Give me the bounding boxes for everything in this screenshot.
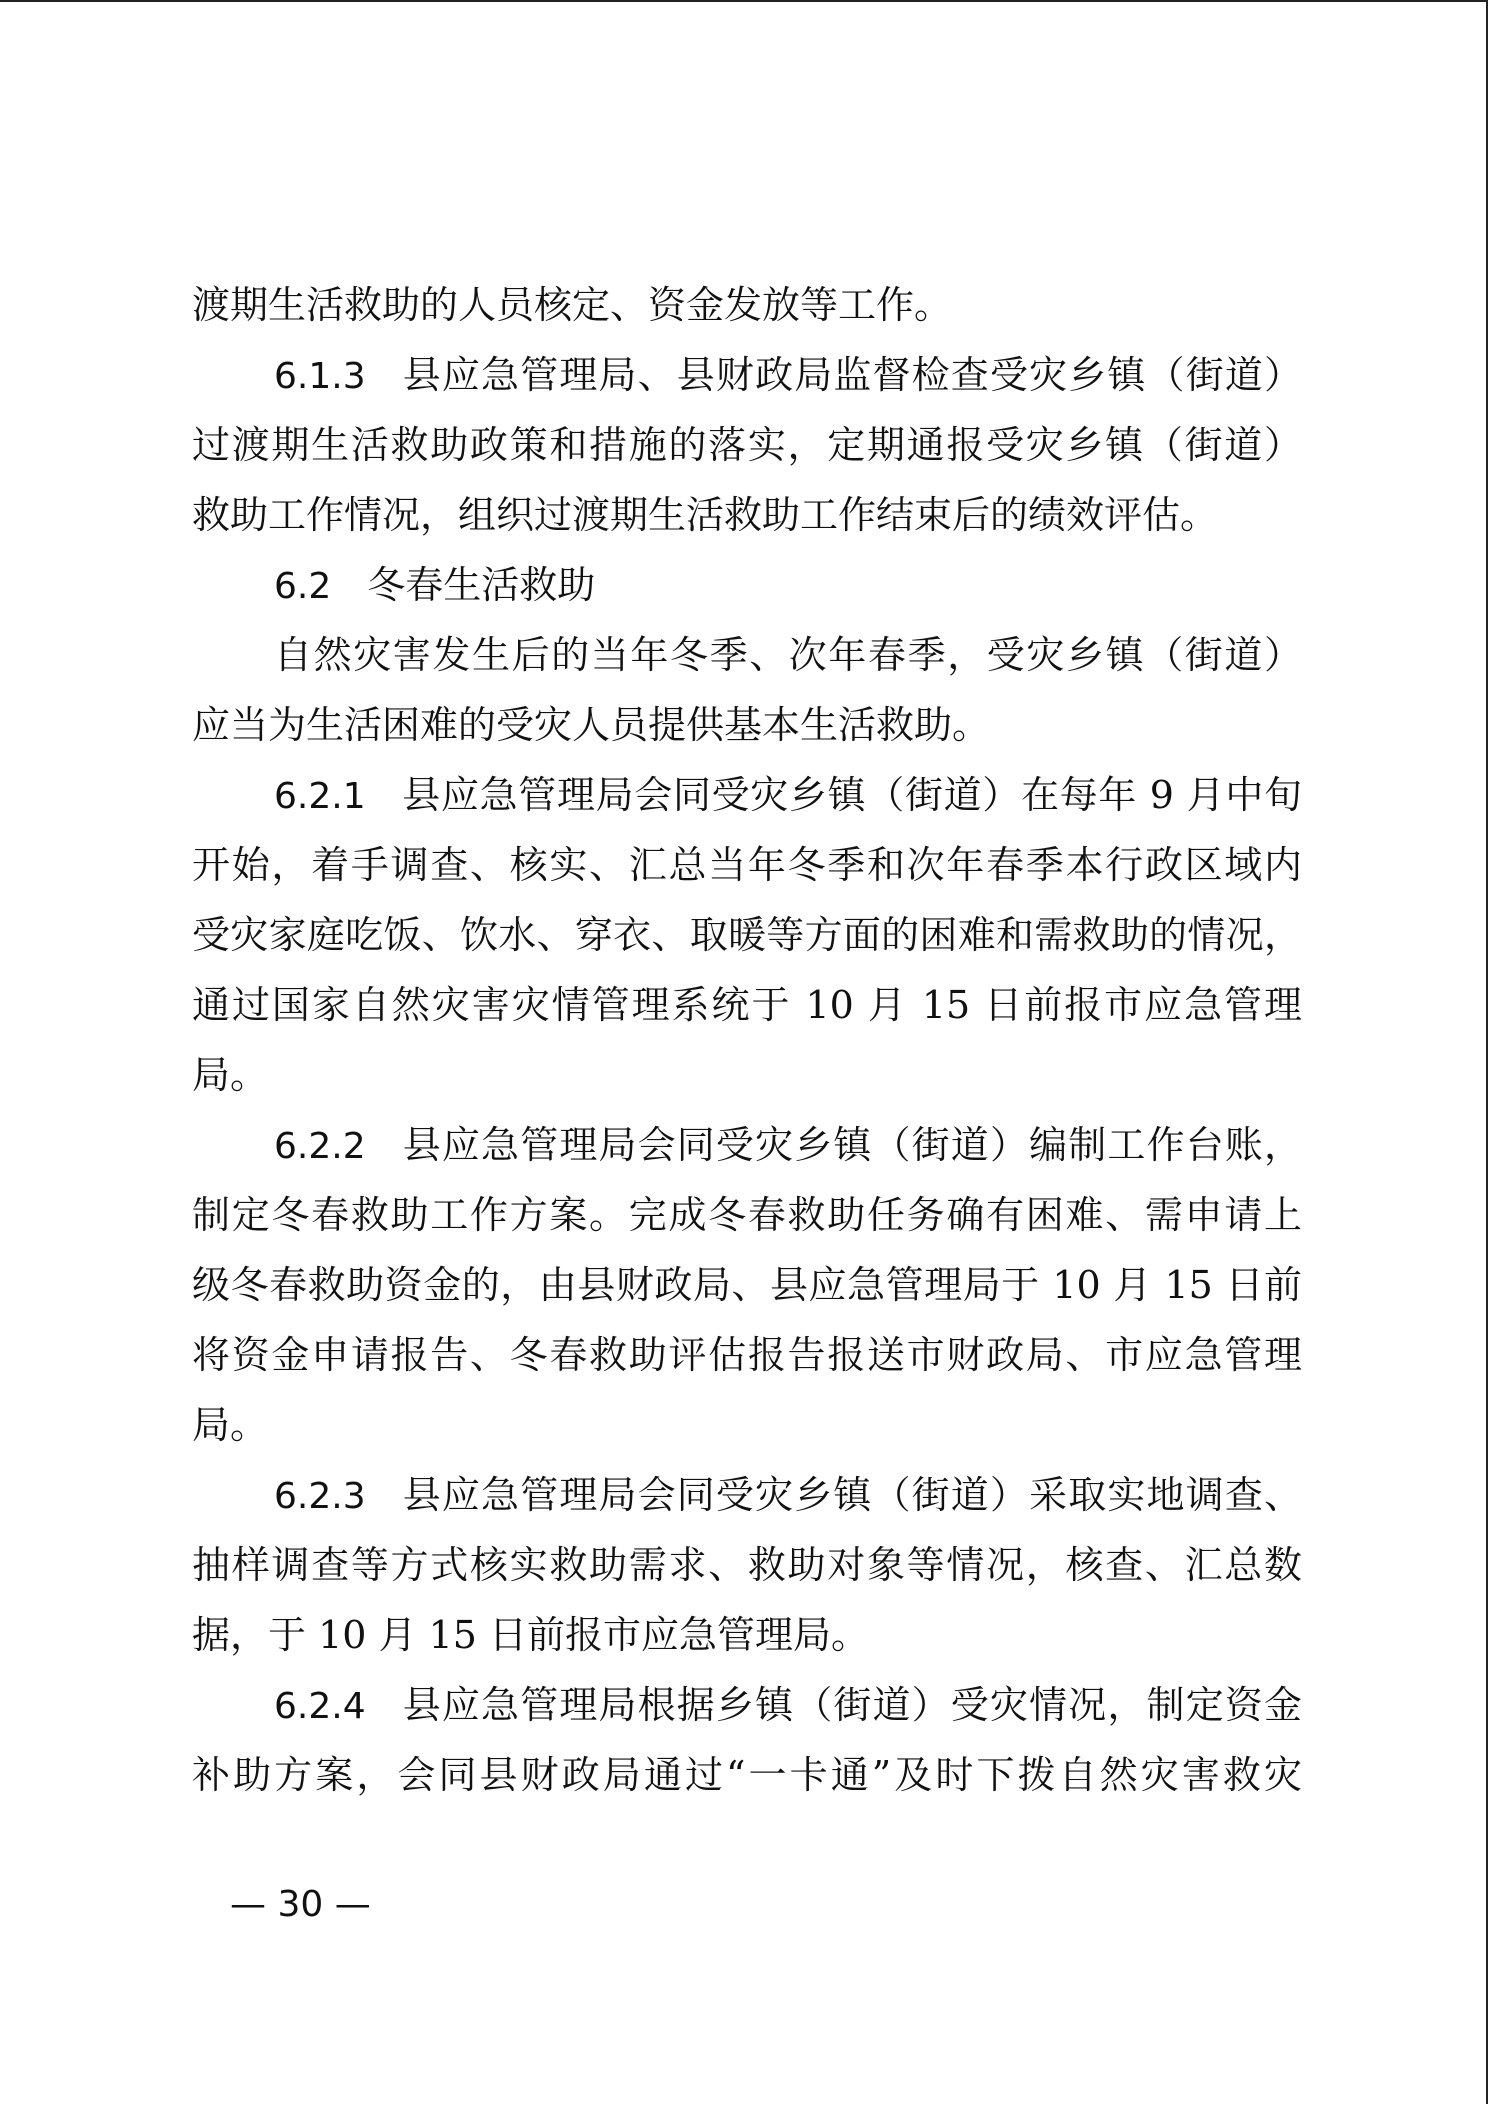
section-heading-6-2 <box>274 550 1302 620</box>
text-line <box>192 1390 1302 1460</box>
text-line <box>192 480 1302 550</box>
page-number: — 30 — <box>230 1884 371 1925</box>
line-text: 局。 <box>192 1403 269 1447</box>
line-text: 抽样调查等方式核实救助需求、救助对象等情况，核查、汇总数 <box>192 1543 1302 1587</box>
section-number: 6.2.1 <box>274 776 366 817</box>
line-text: 救助工作情况，组织过渡期生活救助工作结束后的绩效评估。 <box>192 493 1219 537</box>
section-heading-6-2-4 <box>274 1670 1302 1740</box>
section-heading-6-2-2 <box>274 1110 1302 1180</box>
section-number: 6.2.4 <box>274 1686 366 1727</box>
line-text: 据，于 10 月 15 日前报市应急管理局。 <box>192 1613 870 1657</box>
section-heading-6-2-3 <box>274 1460 1302 1530</box>
section-number: 6.1.3 <box>274 356 366 397</box>
line-text: 将资金申请报告、冬春救助评估报告报送市财政局、市应急管理 <box>192 1333 1302 1377</box>
line-text: 制定冬春救助工作方案。完成冬春救助任务确有困难、需申请上 <box>192 1193 1302 1237</box>
section-title: 冬春生活救助 <box>367 563 596 607</box>
section-heading-6-1-3 <box>274 340 1302 410</box>
text-line <box>192 1040 1302 1110</box>
line-text: 县应急管理局会同受灾乡镇（街道）在每年 9 月中旬 <box>401 773 1302 817</box>
text-line <box>274 620 1302 690</box>
text-line <box>192 270 1302 340</box>
section-heading-6-2-1 <box>274 760 1302 830</box>
text-line <box>192 1600 1302 1670</box>
line-text: 补助方案，会同县财政局通过“一卡通”及时下拨自然灾害救灾 <box>192 1753 1302 1797</box>
line-text: 局。 <box>192 1053 269 1097</box>
line-text: 过渡期生活救助政策和措施的落实，定期通报受灾乡镇（街道） <box>192 423 1302 467</box>
line-text: 渡期生活救助的人员核定、资金发放等工作。 <box>192 283 953 327</box>
section-number: 6.2.2 <box>274 1126 366 1167</box>
text-line <box>192 410 1302 480</box>
line-text: 受灾家庭吃饭、饮水、穿衣、取暖等方面的困难和需救助的情况， <box>192 913 1302 957</box>
text-line <box>192 830 1302 900</box>
line-text: 级冬春救助资金的，由县财政局、县应急管理局于 10 月 15 日前 <box>192 1263 1302 1307</box>
text-line <box>192 1320 1302 1390</box>
text-line <box>192 900 1302 970</box>
text-line <box>192 970 1302 1040</box>
section-number: 6.2 <box>274 566 332 607</box>
line-text: 县应急管理局会同受灾乡镇（街道）编制工作台账， <box>401 1123 1302 1167</box>
line-text: 自然灾害发生后的当年冬季、次年春季，受灾乡镇（街道） <box>274 633 1302 677</box>
line-text: 通过国家自然灾害灾情管理系统于 10 月 15 日前报市应急管理 <box>192 983 1302 1027</box>
text-line <box>192 690 1302 760</box>
line-text: 县应急管理局根据乡镇（街道）受灾情况，制定资金 <box>401 1683 1302 1727</box>
text-line <box>192 1740 1302 1810</box>
line-text: 县应急管理局、县财政局监督检查受灾乡镇（街道） <box>401 353 1302 397</box>
text-line <box>192 1530 1302 1600</box>
line-text: 应当为生活困难的受灾人员提供基本生活救助。 <box>192 703 991 747</box>
page-border-top <box>0 0 1488 2</box>
line-text: 县应急管理局会同受灾乡镇（街道）采取实地调查、 <box>401 1473 1302 1517</box>
text-line <box>192 1180 1302 1250</box>
line-text: 开始，着手调查、核实、汇总当年冬季和次年春季本行政区域内 <box>192 843 1302 887</box>
section-number: 6.2.3 <box>274 1476 366 1517</box>
text-line <box>192 1250 1302 1320</box>
